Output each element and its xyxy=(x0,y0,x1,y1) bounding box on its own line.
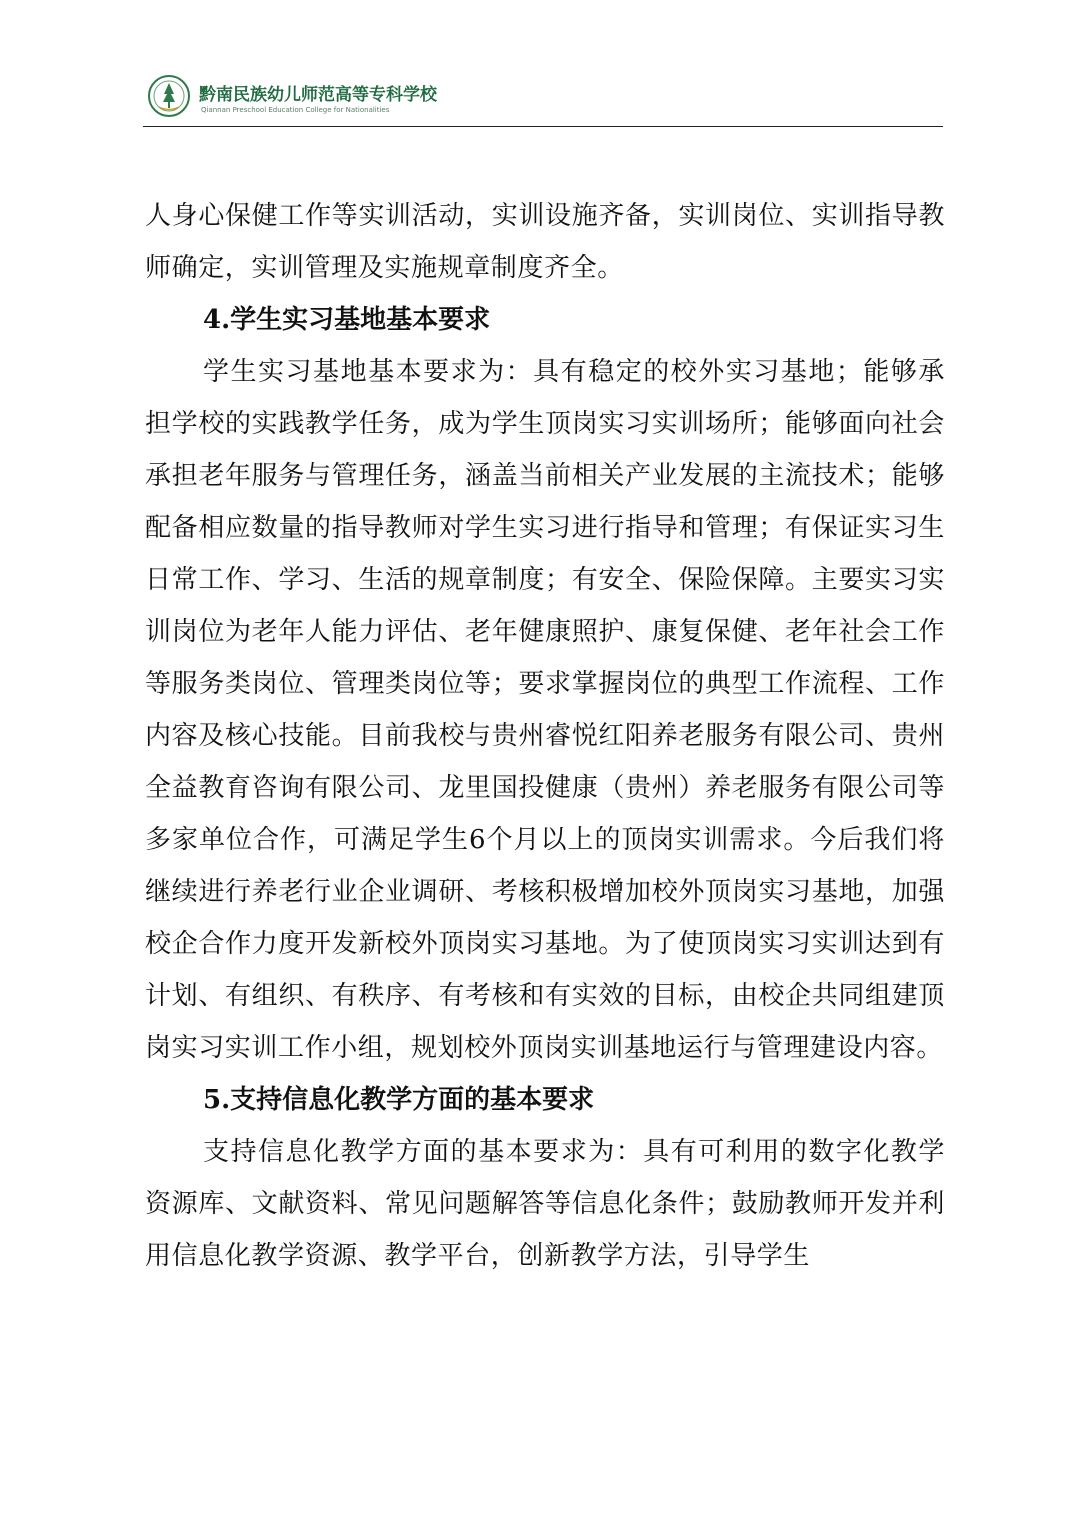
document-body xyxy=(145,190,945,1282)
section-heading-5: 5.支持信息化教学方面的基本要求 xyxy=(203,1085,595,1115)
section-heading-4: 4.学生实习基地基本要求 xyxy=(203,305,491,335)
paragraph-internship-base: 学生实习基地基本要求为：具有稳定的校外实习基地；能够承担学校的实践教学任务，成为学生顶岗实习实训场所；能够面向社会承担老年服务与管理任务，涵盖当前相关产业发展的主流技术；能够配备相应数量的指导教师对学生实习进行指导和管理；有保证实习生日常工作、学习、生活的规章制度；有安全、保险保障。主要实习实训岗位为老年人能力评估、老年健康照护、康复保健、老年社会工作等服务类岗位、管理类岗位等；要求掌握岗位的典型工作流程、工作内容及核心技能。目前我校与贵州睿悦红阳养老服务有限公司、贵州全益教育咨询有限公司、龙里国投健康（贵州）养老服务有限公司等多家单位合作，可满足学生6个月以上的顶岗实训需求。今后我们将继续进行养老行业企业调研、考核积极增加校外顶岗实习基地，加强校企合作力度开发新校外顶岗实习基地。为了使顶岗实习实训达到有计划、有组织、有秩序、有考核和有实效的目标，由校企共同组建顶岗实习实训工作小组，规划校外顶岗实训基地运行与管理建设内容。 xyxy=(145,357,945,1063)
school-name-cn: 黔南民族幼儿师范高等专科学校 xyxy=(199,85,437,105)
paragraph-continued: 人身心保健工作等实训活动，实训设施齐备，实训岗位、实训指导教师确定，实训管理及实施规章制度齐全。 xyxy=(145,201,945,283)
school-emblem-icon xyxy=(147,74,191,118)
school-name-en: Qiannan Preschool Education College for Nationalities xyxy=(201,106,390,114)
header-divider xyxy=(143,126,943,127)
page-header xyxy=(143,70,943,128)
paragraph-informatization: 支持信息化教学方面的基本要求为：具有可利用的数字化教学资源库、文献资料、常见问题解答等信息化条件；鼓励教师开发并利用信息化教学资源、教学平台，创新教学方法，引导学生 xyxy=(145,1137,945,1271)
